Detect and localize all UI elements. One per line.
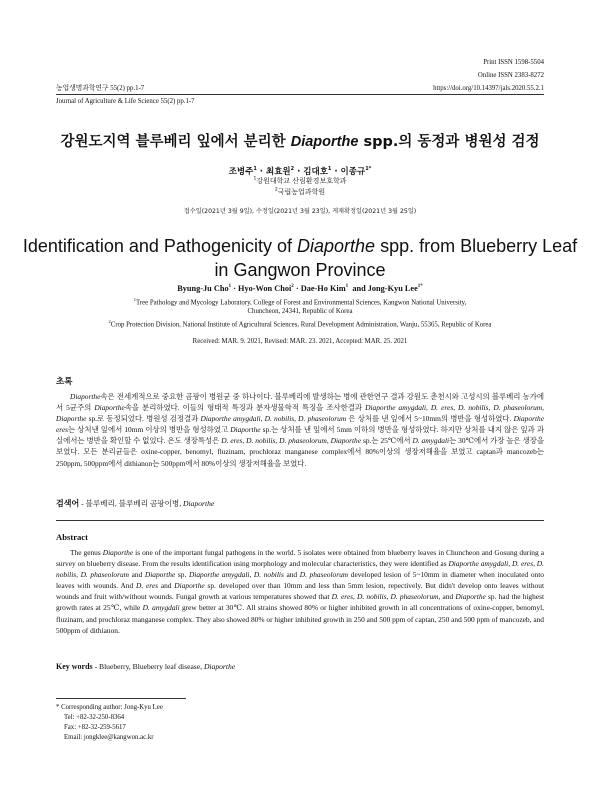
doi-link[interactable]: https://doi.org/10.14397/jals.2020.55.2.1 — [433, 85, 544, 92]
corresponding-tel: Tel: +82-32-250-8364 — [64, 714, 125, 721]
abstract-en-heading: Abstract — [56, 532, 88, 542]
affil-en-1b: Chuncheon, 24341, Republic of Korea — [247, 308, 353, 315]
abstract-kr-body: Diaporthe속은 전세계적으로 중요한 곰팡이 병원균 중 하나이다. 블루베리에 발생하는 병에 관한연구 결과 강원도 춘천시와 고성시의 블루베리 농가에서 5균주의 Diaporthe속을 분리하였다. 이들의 형태적 특징과 분자생물학적 특징을 조사한결과 Diaporthe amygdali, D. eres, D. nobilis, D. phaseolorum, Diaporthe sp.로 동정되었다. 병원성 검정결과 Diaporthe amygdali, D. nobilis, D. phaseolorum 은 상처를 낸 잎에서 5~10mm의 병반을 형성하였다. Diaporthe eres는 상처낸 잎에서 10mm 이상의 병반을 형성하였고 Diaporthe sp.는 상처를 낸 잎에서 5mm 이하의 병반을 형성하였다. 하지만 상처를 내지 않은 잎과 과실에서는 병반을 확인할 수 없었다. 온도 생장특성은 D. eres, D. nobilis, D. phaseolorum, Diaporthe sp.는 25℃에서 D. amygdali는 30℃에서 가장 높은 생장을 보였다. 모든 분리균들은 oxine-copper, benomyl, fluzinam, prochloraz manganese complex에서 80%이상의 생장저해율을 보였고 captan과 mancozeb는 250ppm, 500ppm에서 dithianon는 500ppm에서 80%이상의 생장저해율을 보였다. — [56, 392, 544, 468]
header-rule — [56, 94, 544, 95]
abstract-kr-heading: 초록 — [56, 377, 73, 387]
affil-en-1: $^1$Tree Pathology and Mycology Laboratory, College of Forest and Environmental Sciences, Kangwon National University, — [133, 297, 467, 307]
section-divider — [56, 520, 544, 521]
corresponding-author: * Corresponding author: Jong-Kyu Lee — [56, 704, 163, 711]
keywords-en: Key words - Blueberry, Blueberry leaf disease, Diaporthe — [56, 662, 236, 671]
journal-kr: 농업생명과학연구 55(2) pp.1-7 — [56, 85, 145, 92]
keywords-kr: 검색어 - 블루베리, 블루베리 곰팡이병, Diaporthe — [56, 499, 215, 508]
journal-en: Journal of Agriculture & Life Science 55(2) pp.1-7 — [56, 98, 195, 105]
authors-kr: 조병주$^1$ · 최효원$^2$ · 김대호$^1$ · 이종규$^{1*}$ — [228, 166, 372, 177]
title-kr: 강원도지역 블루베리 잎에서 분리한 Diaporthe spp.의 동정과 병원성 검정 — [60, 134, 540, 150]
dates-en: Received: MAR. 9. 2021, Revised: MAR. 23. 2021, Accepted: MAR. 25. 2021 — [192, 338, 408, 345]
abstract-en-body: The genus Diaporthe is one of the important fungal pathogens in the world. 5 isolates were obtained from blueberry leaves in Chuncheon and Gosung during a survey on blueberry disease. From the results identification using morphology and molecular characteristics, they were identified as Diaporthe amygdali, D. eres, D. nobilis, D. phaseolorum and Diaporthe sp. Diaporthe amygdali, D. nobilis and D. phaseolorum developed lesion of 5~10mm in diameter when inoculated onto leaves with wounds. And D. eres and Diaporthe sp. developed over than 10mm and less than 5mm lesion, repectively. But didn't develop onto leaves without wounds and fruit with/without wounds. Fungal growth at various temperatures showed that D. eres, D. nobilis, D. phaseolorum, and Diaporthe sp. had the highest growth rates at 25℃, while D. amygdali grew better at 30℃. All strains showed 80% or higher inhibited growth in all concentrations of oxine-copper, benomyl, fluzinam, and prochloraz manganese complex. They also showed 80% or higher inhibited growth in 250 and 500 ppm of captan, 250 and 500 ppm of mancozeb, and 500ppm of dithianon. — [56, 548, 545, 635]
title-en: Identification and Pathogenicity of Diaporthe spp. from Blueberry Leaf in Gangwon Province — [22, 236, 578, 280]
print-issn: Print ISSN 1598-5504 — [483, 59, 544, 66]
footnote-rule — [56, 698, 186, 699]
affil-kr-2: $^2$국립농업과학원 — [274, 187, 326, 196]
corresponding-fax: Fax: +82-32-259-5617 — [64, 724, 126, 731]
affil-kr-1: $^1$강원대학교 산림환경보호학과 — [253, 176, 347, 185]
dates-kr: 접수일(2021년 3월 9일), 수정일(2021년 3월 23일), 게재확정일(2021년 3월 25일) — [183, 208, 417, 215]
authors-en: Byung-Ju Cho$^1$ · Hyo-Won Choi$^2$ · Dae-Ho Kim$^1$ and Jong-Kyu Lee$^{1*}$ — [177, 284, 423, 293]
affil-en-2: $^2$Crop Protection Division, National Institute of Agricultural Sciences, Rural Development Administration, Wanju, 55365, Republic of Korea — [108, 319, 492, 329]
corresponding-email[interactable]: Email: jongklee@kangwon.ac.kr — [64, 734, 154, 741]
online-issn: Online ISSN 2383-8272 — [477, 72, 544, 79]
